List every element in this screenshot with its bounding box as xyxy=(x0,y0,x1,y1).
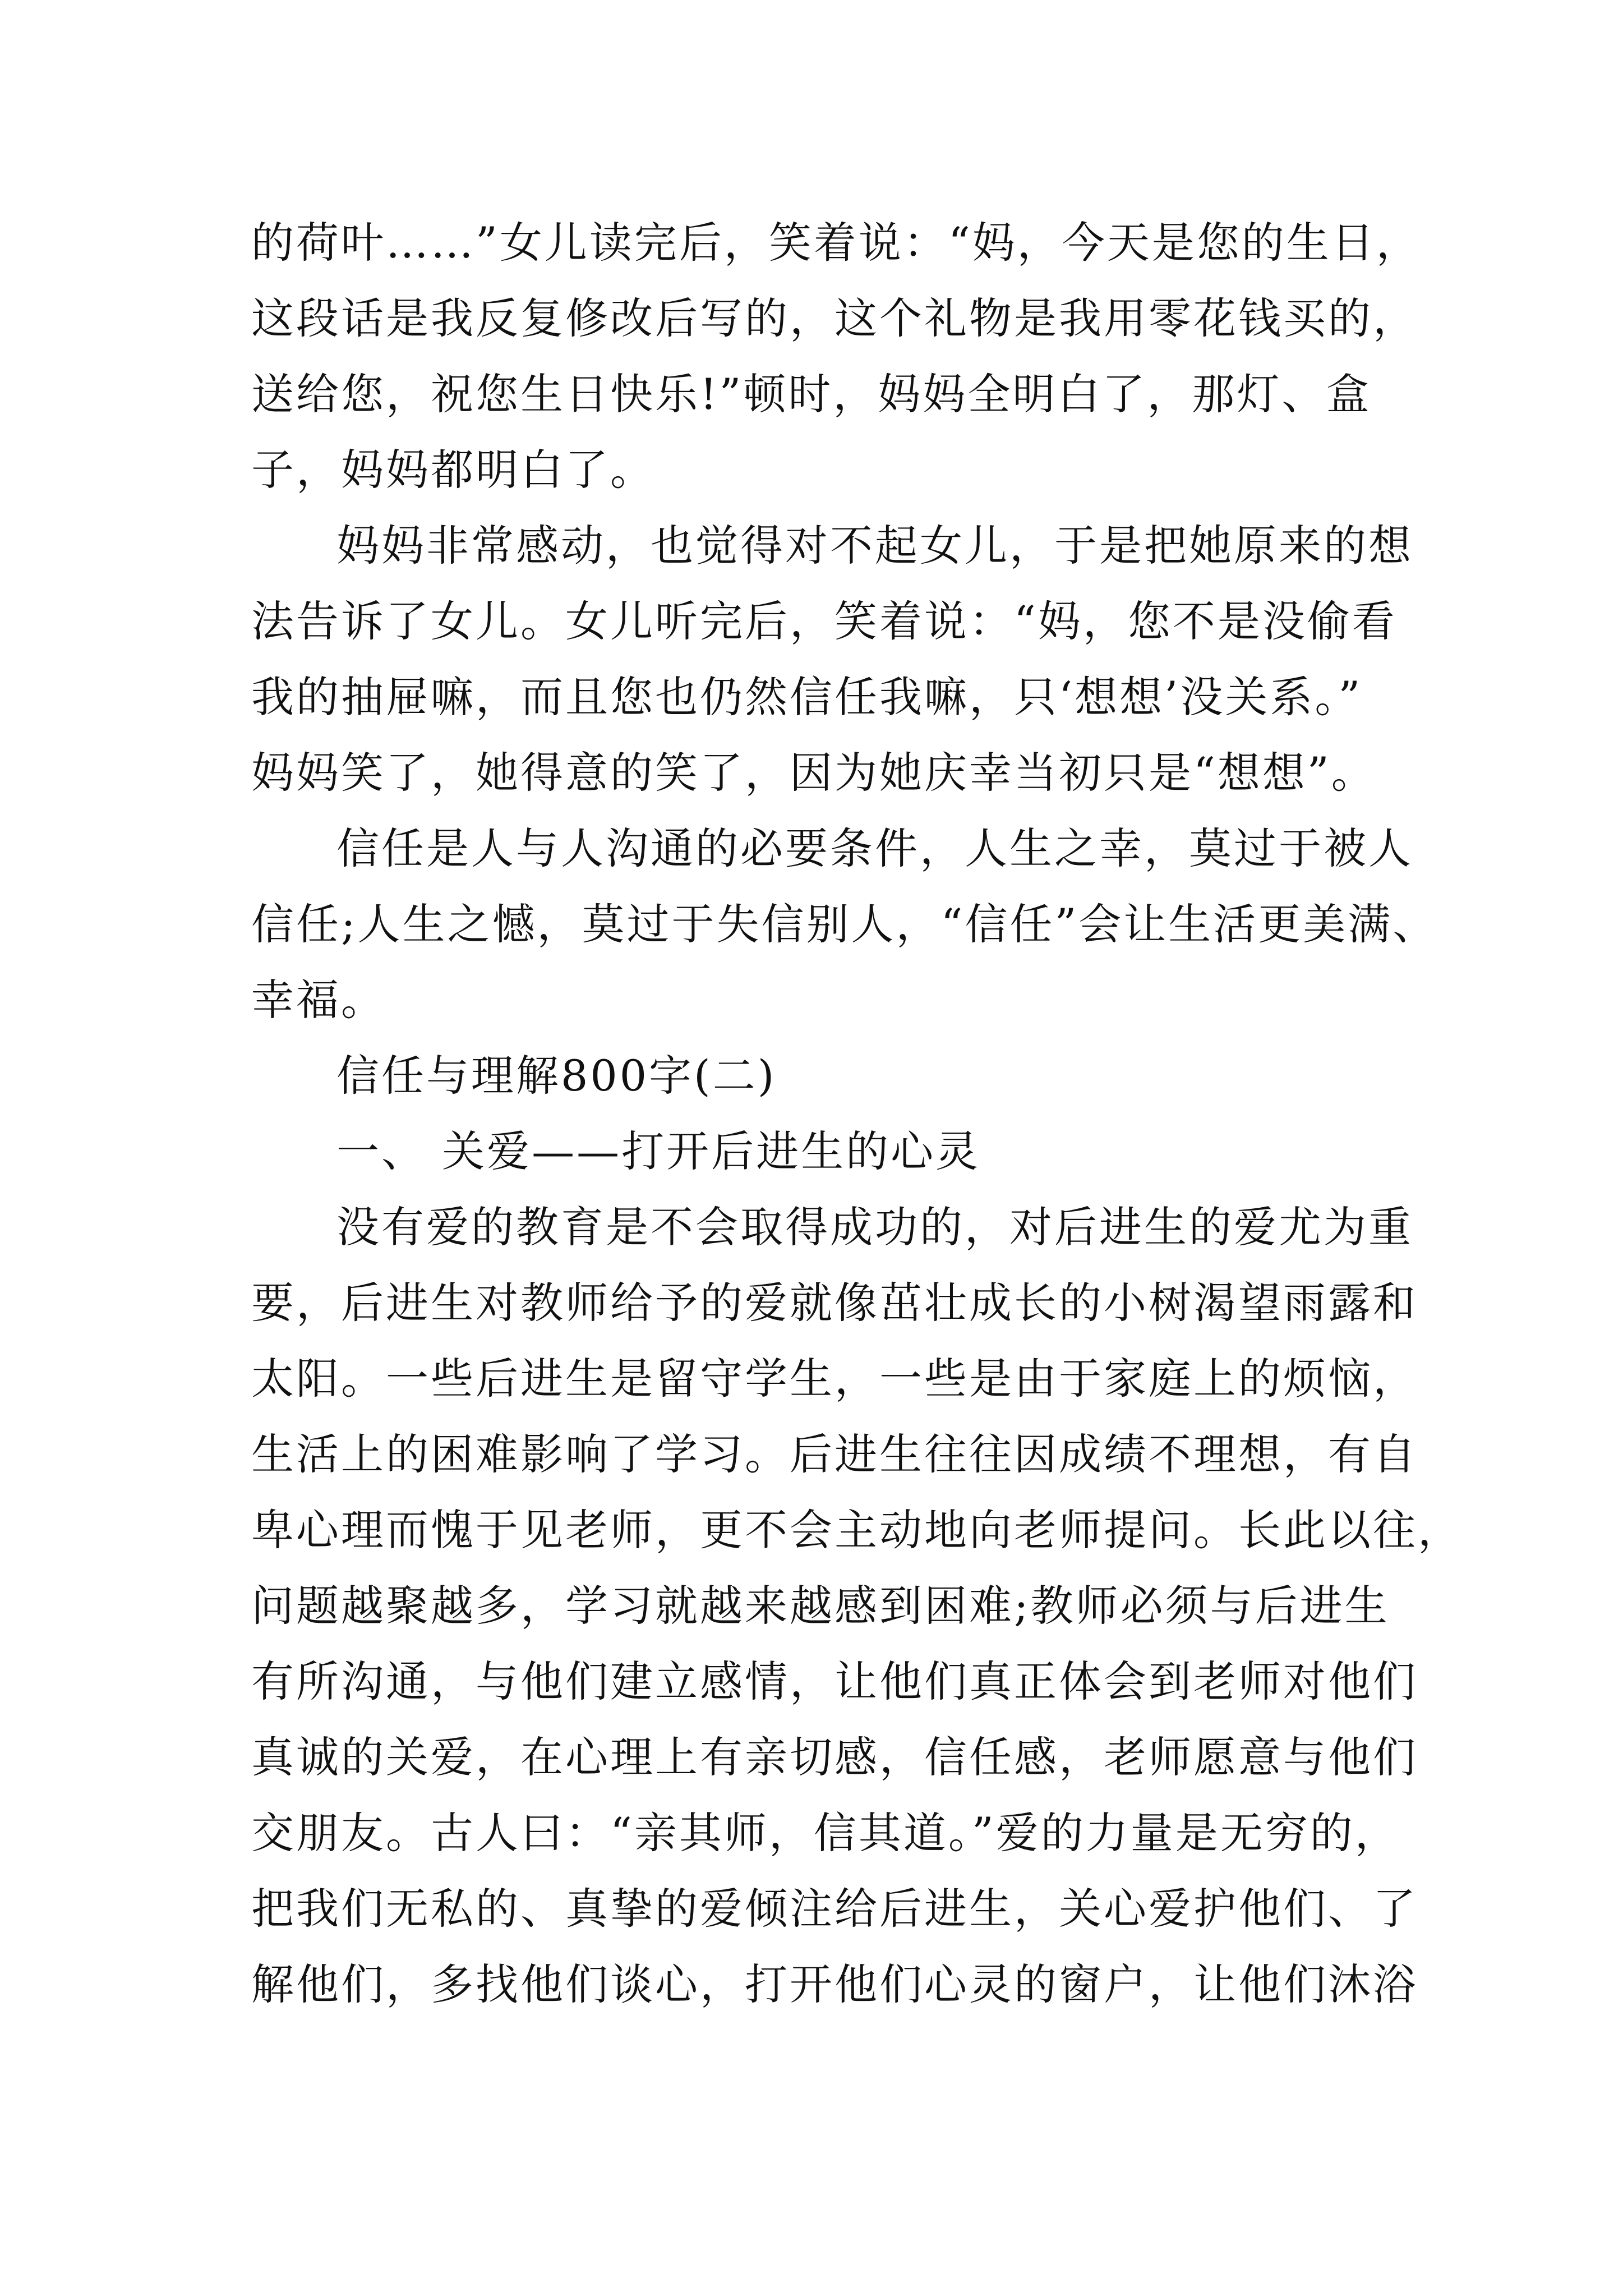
paragraph-start-line: 信任是人与人沟通的必要条件，人生之幸，莫过于被人 xyxy=(336,823,1413,873)
document-body xyxy=(251,205,1463,2022)
text-line: 要，后进生对教师给予的爱就像茁壮成长的小树渴望雨露和 xyxy=(251,1278,1418,1328)
text-line: 问题越聚越多，学习就越来越感到困难;教师必须与后进生 xyxy=(251,1581,1390,1631)
text-line: 妈妈笑了，她得意的笑了，因为她庆幸当初只是“想想”。 xyxy=(251,748,1376,798)
text-line: 把我们无私的、真挚的爱倾注给后进生，关心爱护他们、了 xyxy=(251,1884,1418,1934)
section-heading: 一、 关爱——打开后进生的心灵 xyxy=(336,1126,981,1176)
text-line: 送给您，祝您生日快乐!”顿时，妈妈全明白了，那灯、盒 xyxy=(251,369,1372,419)
text-line: 信任;人生之憾，莫过于失信别人，“信任”会让生活更美满、 xyxy=(251,899,1438,949)
text-line: 幸福。 xyxy=(251,975,386,1025)
text-line: 这段话是我反复修改后写的，这个礼物是我用零花钱买的， xyxy=(251,293,1418,343)
section-title: 信任与理解800字(二) xyxy=(336,1051,777,1101)
text-line: 交朋友。古人曰：“亲其师，信其道。”爱的力量是无穷的， xyxy=(251,1808,1400,1858)
text-line: 卑心理而愧于见老师，更不会主动地向老师提问。长此以往， xyxy=(251,1505,1463,1555)
text-line: 太阳。一些后进生是留守学生，一些是由于家庭上的烦恼， xyxy=(251,1354,1418,1404)
text-line: 我的抽屉嘛，而且您也仍然信任我嘛，只‘想想’没关系。” xyxy=(251,672,1363,722)
text-line: 真诚的关爱，在心理上有亲切感，信任感，老师愿意与他们 xyxy=(251,1732,1418,1782)
text-line: 解他们，多找他们谈心，打开他们心灵的窗户，让他们沐浴 xyxy=(251,1959,1418,2009)
text-line: 法告诉了女儿。女儿听完后，笑着说：“妈，您不是没偷看 xyxy=(251,596,1397,646)
text-line: 有所沟通，与他们建立感情，让他们真正体会到老师对他们 xyxy=(251,1657,1418,1706)
paragraph-start-line: 没有爱的教育是不会取得成功的，对后进生的爱尤为重 xyxy=(336,1202,1413,1252)
text-line: 的荷叶……”女儿读完后，笑着说：“妈，今天是您的生日， xyxy=(251,218,1421,268)
paragraph-start-line: 妈妈非常感动，也觉得对不起女儿，于是把她原来的想 xyxy=(336,521,1413,570)
text-line: 子，妈妈都明白了。 xyxy=(251,445,655,495)
text-line: 生活上的困难影响了学习。后进生往往因成绩不理想，有自 xyxy=(251,1429,1418,1479)
